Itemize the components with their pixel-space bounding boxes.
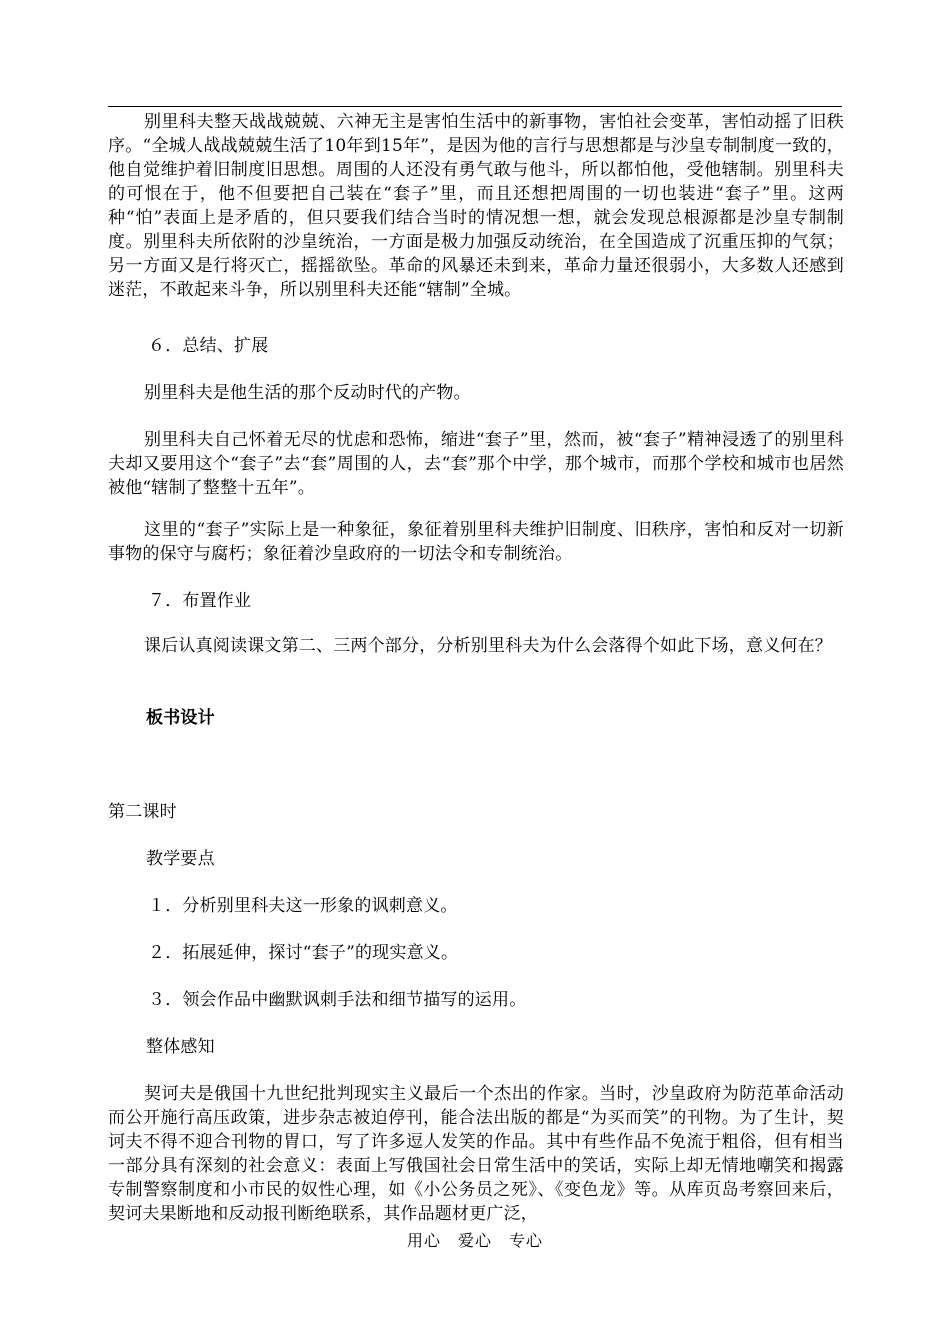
paragraph-homework: 课后认真阅读课文第二、三两个部分，分析别里科夫为什么会落得个如此下场，意义何在？ bbox=[144, 636, 832, 656]
header-rule bbox=[108, 106, 842, 107]
paragraph-fear-analysis: 别里科夫整天战战兢兢、六神无主是害怕生活中的新事物，害怕社会变革，害怕动摇了旧秩序。“全城人战战兢兢生活了10年到15年”，是因为他的言行与思想都是与沙皇专制制度一致的，他自觉维护着旧制度旧思想。周围的人还没有勇气敢与他斗，所以都怕他，受他辖制。别里科夫的可恨在于，他不但要把自己装在“套子”里，而且还想把周围的一切也装进“套子”里。这两种“怕”表面上是矛盾的，但只要我们结合当时的情况想一想，就会发现总根源都是沙皇专制制度。别里科夫所依附的沙皇统治，一方面是极力加强反动统治，在全国造成了沉重压抑的气氛；另一方面又是行将灭亡，摇摇欲坠。革命的风暴还未到来，革命力量还很弱小，大多数人还感到迷茫，不敢起来斗争，所以别里科夫还能“辖制”全城。 bbox=[108, 112, 844, 300]
page-footer: 用心 爱心 专心 bbox=[406, 1231, 543, 1250]
key-points-heading: 教学要点 bbox=[146, 849, 215, 869]
board-design-heading: 板书设计 bbox=[146, 708, 215, 728]
lesson-two-heading: 第二课时 bbox=[108, 802, 177, 822]
paragraph-case-spirit: 别里科夫自己怀着无尽的忧虑和恐怖，缩进“套子”里，然而，被“套子”精神浸透了的别里科夫却又要用这个“套子”去“套”周围的人，去“套”那个中学，那个城市，而那个学校和城市也居然被他“辖制了整整十五年”。 bbox=[108, 430, 844, 498]
section-heading-summary: ６．总结、扩展 bbox=[148, 336, 269, 356]
paragraph-chekhov-background: 契诃夫是俄国十九世纪批判现实主义最后一个杰出的作家。当时，沙皇政府为防范革命活动而公开施行高压政策，进步杂志被迫停刊，能合法出版的都是“为买而笑”的刊物。为了生计，契诃夫不得不迎合刊物的胃口，写了许多逗人发笑的作品。其中有些作品不免流于粗俗，但有相当一部分具有深刻的社会意义：表面上写俄国社会日常生活中的笑话，实际上却无情地嘲笑和揭露专制警察制度和小市民的奴性心理，如《小公务员之死》、《变色龙》等。从库页岛考察回来后，契诃夫果断地和反动报刊断绝联系，其作品题材更广泛， bbox=[108, 1084, 844, 1224]
key-point-1: １．分析别里科夫这一形象的讽刺意义。 bbox=[148, 896, 458, 916]
overall-perception-heading: 整体感知 bbox=[146, 1037, 215, 1057]
paragraph-case-symbol: 这里的“套子”实际上是一种象征，象征着别里科夫维护旧制度、旧秩序，害怕和反对一切新事物的保守与腐朽；象征着沙皇政府的一切法令和专制统治。 bbox=[108, 520, 844, 564]
key-point-3: ３．领会作品中幽默讽刺手法和细节描写的运用。 bbox=[148, 990, 527, 1010]
section-heading-homework: ７．布置作业 bbox=[148, 591, 252, 611]
paragraph-product-of-era: 别里科夫是他生活的那个反动时代的产物。 bbox=[144, 383, 471, 403]
key-point-2: ２．拓展延伸，探讨“套子”的现实意义。 bbox=[148, 943, 459, 963]
